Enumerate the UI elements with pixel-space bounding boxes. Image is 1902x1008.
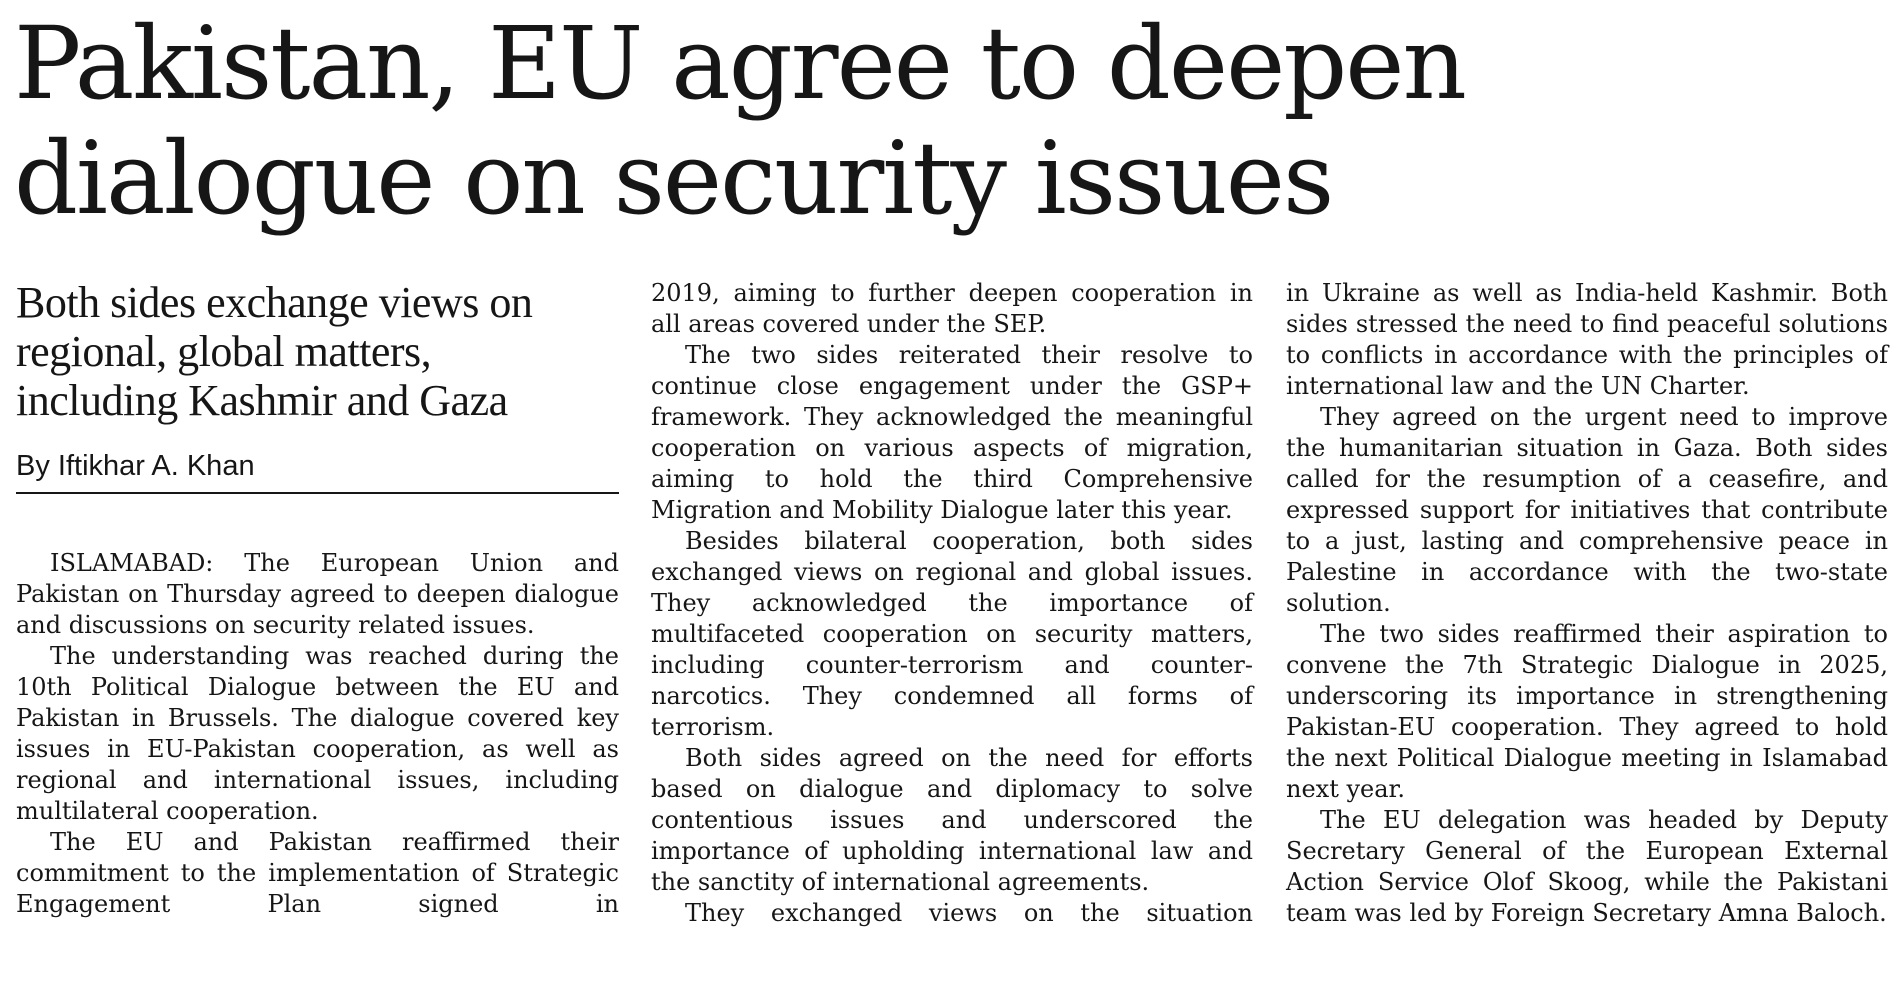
paragraph: 2019, aiming to further deepen cooperation in all areas covered under the SEP. [651, 279, 1253, 338]
column-2 [651, 278, 1253, 929]
paragraph: The two sides reiterated their resolve to continue close engagement under the GSP+ framework. They acknowledged the meaningful cooperation on various aspects of migration, aiming to hold the third Comprehensive Migration and Mobility Dialogue later this year. [651, 341, 1253, 524]
deck-line-2: regional, global matters, [16, 327, 432, 376]
paragraph: The EU delegation was headed by Deputy Secretary General of the European External Action Service Olof Skoog, while the Pakistani team was led by Foreign Secretary Amna Baloch. [1286, 806, 1888, 927]
paragraph: ISLAMABAD: The European Union and Pakistan on Thursday agreed to deepen dialogue and discussions on security related issues. [16, 549, 619, 639]
paragraph: Besides bilateral cooperation, both sides exchanged views on regional and global issues. They acknowledged the importance of multifaceted cooperation on security matters, including counter-terrorism and counter-narcotics. They condemned all forms of terrorism. [651, 527, 1253, 741]
headline-line-1: Pakistan, EU agree to deepen [14, 5, 1465, 122]
paragraph: The two sides reaffirmed their aspiration to convene the 7th Strategic Dialogue in 2025, underscoring its importance in strengthening Pakistan-EU cooperation. They agreed to hold the next Political Dialogue meeting in Islamabad next year. [1286, 620, 1888, 803]
paragraph: Both sides agreed on the need for efforts based on dialogue and diplomacy to solve contentious issues and underscored the importance of upholding international law and the sanctity of international agreements. [651, 744, 1253, 896]
headline-line-2: dialogue on security issues [14, 120, 1333, 237]
paragraph: The understanding was reached during the 10th Political Dialogue between the EU and Pakistan in Brussels. The dialogue covered key issues in EU-Pakistan cooperation, as well as regional and international issues, including multilateral cooperation. [16, 642, 619, 825]
paragraph: They agreed on the urgent need to improve the humanitarian situation in Gaza. Both sides called for the resumption of a ceasefire, and expressed support for initiatives that contribute to a just, lasting and comprehensive peace in Palestine in accordance with the two-state solution. [1286, 403, 1888, 617]
deck-line-3: including Kashmir and Gaza [16, 376, 508, 425]
headline [14, 6, 1894, 236]
paragraph: The EU and Pakistan reaffirmed their commitment to the implementation of Strategic Engagement Plan signed in [16, 828, 619, 918]
column-3 [1286, 278, 1888, 929]
paragraph: in Ukraine as well as India-held Kashmir. Both sides stressed the need to find peaceful solutions to conflicts in accordance with the principles of international law and the UN Charter. [1286, 279, 1888, 400]
byline: By Iftikhar A. Khan [16, 448, 619, 494]
column-1 [16, 278, 619, 920]
paragraph: They exchanged views on the situation [685, 899, 1253, 927]
deck-line-1: Both sides exchange views on [16, 278, 533, 327]
deck [16, 278, 619, 425]
